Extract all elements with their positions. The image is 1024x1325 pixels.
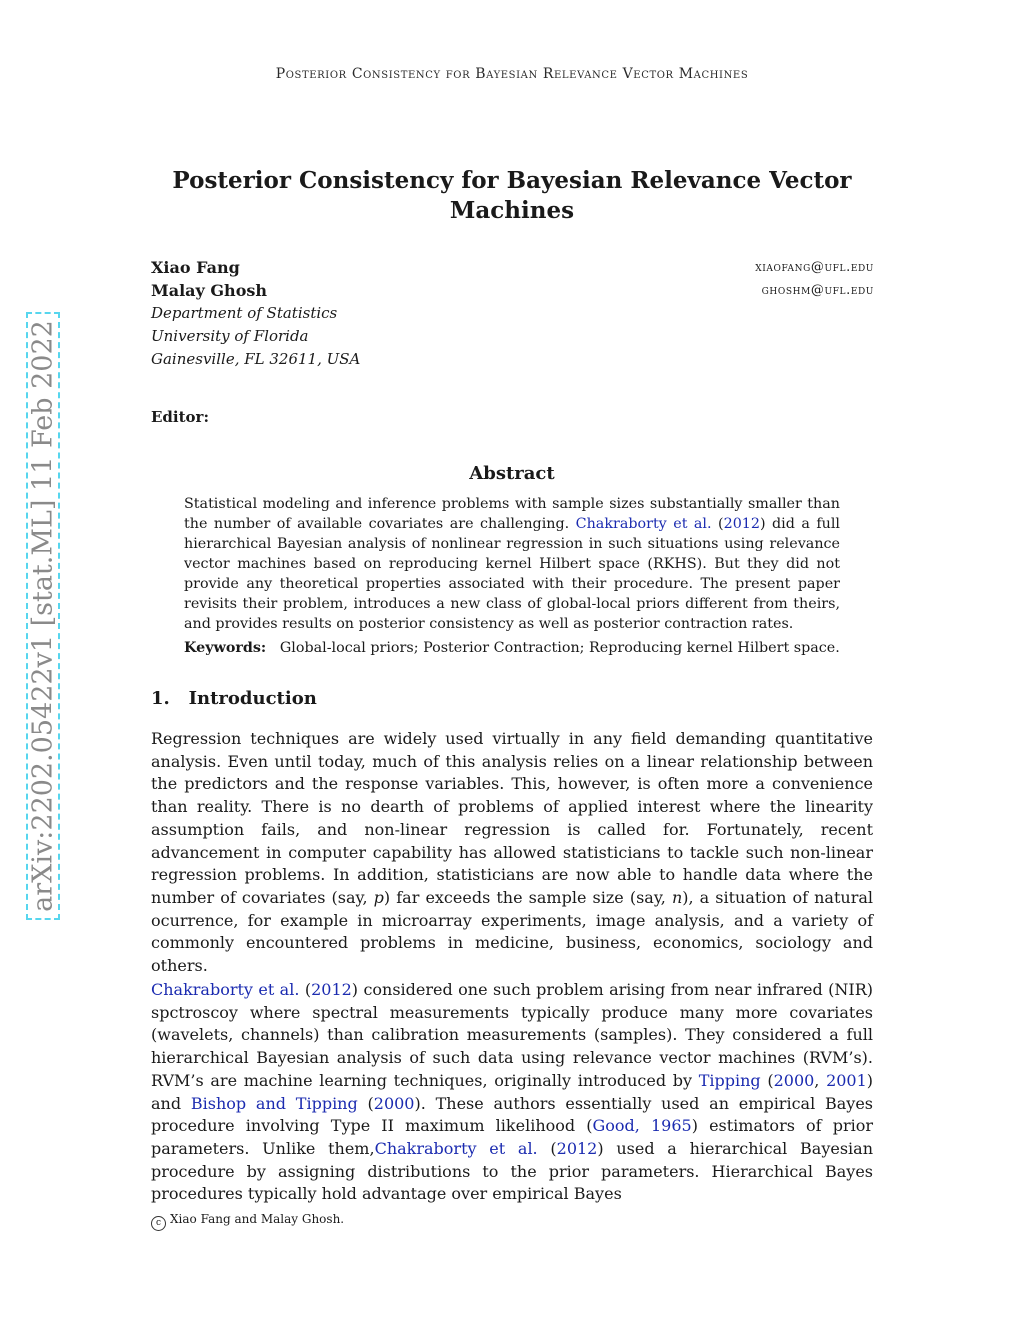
section-number: 1. [151, 688, 170, 709]
para-text: ) and [151, 1070, 874, 1113]
author-email-1[interactable]: xiaofang@ufl.edu [755, 260, 874, 275]
citation-link[interactable]: Good, 1965 [592, 1116, 692, 1136]
section-heading [151, 688, 317, 709]
para-text: ) considered one such problem arising from near infrared (NIR) spctroscoy where spectral measurements typically produce many more covariates (wavelets, channels) than calibration measurements (samples). They considered a full hierarchical Bayesian analysis of such data using relevance vector machines (RVM’s). RVM’s are machine learning techniques, originally introduced by [151, 980, 873, 1090]
keywords-label: Keywords: [184, 640, 267, 656]
para-text: ) estimators of prior parameters. Unlike them, [151, 1116, 873, 1158]
citation-paren: ( [299, 980, 312, 999]
math-var-p: p [373, 887, 384, 907]
keywords-text: Global-local priors; Posterior Contraction; Reproducing kernel Hilbert space. [279, 640, 840, 656]
copyright-text: Xiao Fang and Malay Ghosh. [170, 1212, 345, 1226]
para-text: ) used a hierarchical Bayesian procedure by assigning distributions to the prior parameters. Hierarchical Bayes procedures typically hold advantage over empirical Bayes [151, 1138, 874, 1204]
abstract-heading: Abstract [469, 463, 555, 484]
affiliation-department: Department of Statistics [151, 304, 338, 322]
citation-year-link[interactable]: 2001 [826, 1070, 867, 1090]
citation-paren: ( [357, 1093, 374, 1113]
citation-paren: ( [760, 1070, 774, 1090]
abstract-text-2: did a full hierarchical Bayesian analysis of nonlinear regression in such situations using relevance vector machines based on reproducing kernel Hilbert space (RKHS). But they did not provide any theoretical properties associated with their procedure. The present paper revisits their problem, introduces a new class of global-local priors different from theirs, and provides results on posterior consistency as well as posterior contraction rates. [184, 516, 840, 632]
citation-link[interactable]: Bishop and Tipping [190, 1093, 358, 1113]
abstract-text-1: Statistical modeling and inference problems with sample sizes substantially smaller than the number of available covariates are challenging. [184, 496, 840, 532]
title-line-2: Machines [449, 197, 575, 224]
arxiv-identifier[interactable]: arXiv:2202.05422v1 [stat.ML] 11 Feb 2022 [27, 320, 59, 912]
citation-paren: ( [711, 516, 724, 532]
keywords [184, 638, 840, 658]
abstract-body [184, 494, 840, 634]
arxiv-stamp[interactable] [26, 312, 60, 920]
para-text: ) far exceeds the sample size (say, [383, 887, 672, 907]
citation-paren: ) [759, 516, 766, 532]
running-head: Posterior Consistency for Bayesian Relevance Vector Machines [275, 66, 749, 82]
affiliation-address: Gainesville, FL 32611, USA [151, 350, 361, 368]
citation-paren: ( [537, 1138, 557, 1158]
citation-sep: , [814, 1070, 827, 1090]
para-text: ). These authors essentially used an empirical Bayes procedure involving Type II maximum likelihood ( [151, 1093, 873, 1136]
copyright-footnote [151, 1212, 344, 1231]
paper-title [150, 166, 874, 226]
citation-year-link[interactable]: 2012 [723, 516, 760, 532]
author-email-2[interactable]: ghoshm@ufl.edu [761, 283, 874, 298]
para-text: ), a situation of natural ocurrence, for example in microarray experiments, image analysis, and a variety of commonly encountered problems in medicine, business, economics, sociology and others. [151, 887, 874, 976]
citation-year-link[interactable]: 2012 [311, 980, 352, 999]
math-var-n: n [671, 887, 683, 907]
citation-link[interactable]: Chakraborty et al. [575, 516, 712, 532]
editor-label: Editor: [151, 408, 209, 426]
affiliation-university: University of Florida [151, 327, 309, 345]
citation-link[interactable]: Chakraborty et al. [151, 980, 300, 999]
intro-paragraph-1 [151, 728, 873, 978]
title-line-1: Posterior Consistency for Bayesian Relevance Vector [172, 167, 852, 194]
author-name-1: Xiao Fang [151, 258, 240, 277]
section-title: Introduction [188, 688, 317, 709]
citation-year-link[interactable]: 2000 [773, 1070, 815, 1090]
citation-link[interactable]: Chakraborty et al. [374, 1138, 538, 1158]
para-text: Regression techniques are widely used virtually in any field demanding quantitative analysis. Even until today, much of this analysis relies on a linear relationship between the predictors and the response variables. This, however, is often more a convenience than reality. There is no dearth of problems of applied interest where the linearity assumption fails, and non-linear regression is called for. Fortunately, recent advancement in computer capability has allowed statisticians to tackle such non-linear regression problems. In addition, statisticians are now able to handle data where the number of covariates (say, [151, 729, 873, 907]
copyright-icon: c [151, 1216, 166, 1231]
intro-paragraph-2 [151, 979, 873, 1206]
citation-year-link[interactable]: 2000 [373, 1093, 415, 1113]
citation-year-link[interactable]: 2012 [556, 1138, 598, 1158]
author-name-2: Malay Ghosh [151, 281, 267, 300]
citation-link[interactable]: Tipping [698, 1070, 761, 1090]
